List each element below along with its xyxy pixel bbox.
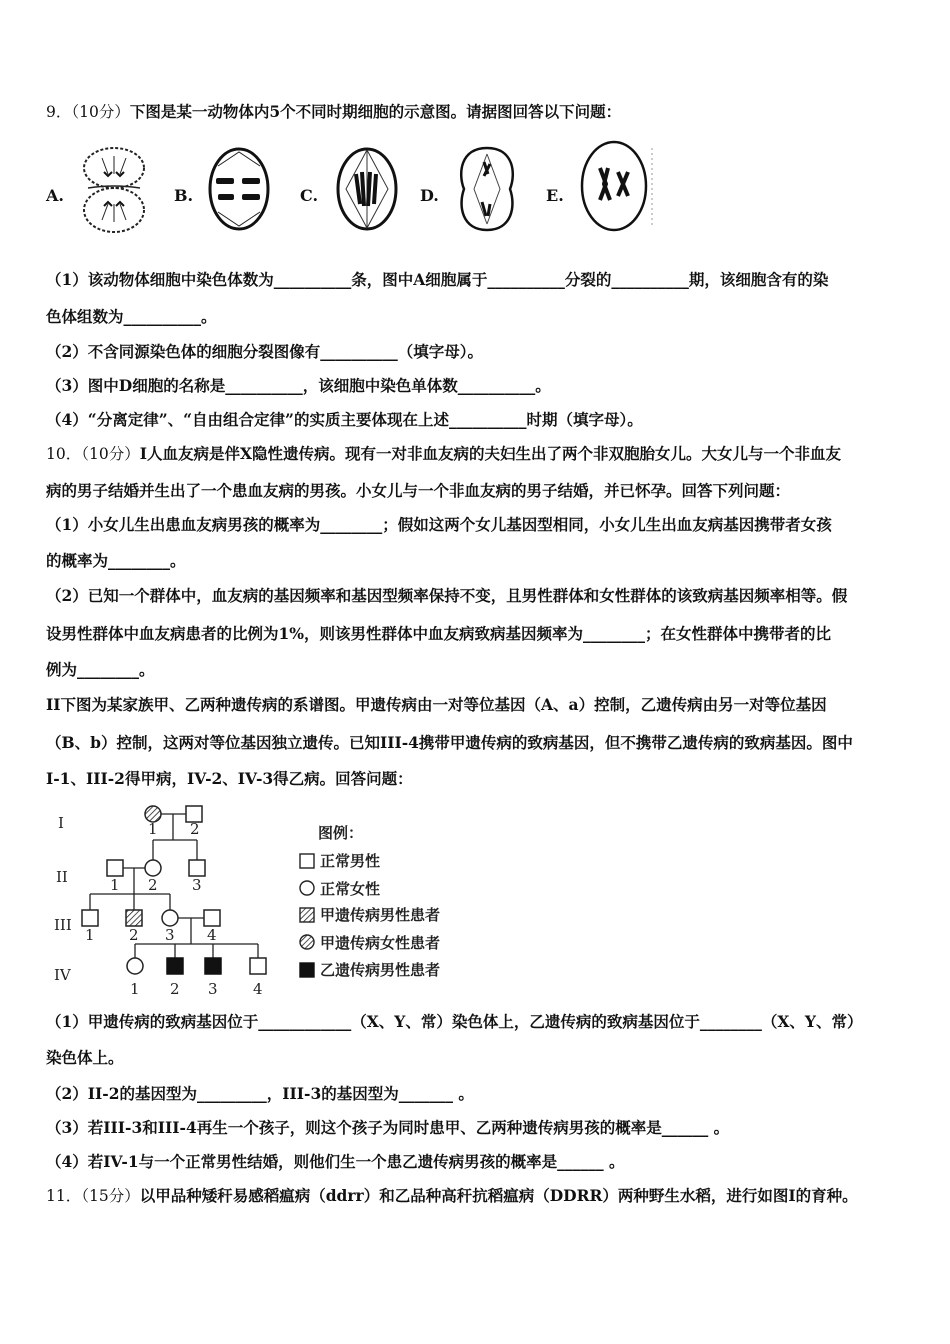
q10-stem-line2: 病的男子结婚并生出了一个患血友病的男孩。小女儿与一个非血友病的男子结婚，并已怀孕。回答下列问题： xyxy=(46,481,791,500)
ped-ii2-female xyxy=(145,860,161,876)
q11-score: （15分） xyxy=(81,1187,140,1205)
q10-ii-q1-line1: （1）甲遗传病的致病基因位于____________（X、Y、常）染色体上，乙遗传病的致病基因位于________（X、Y、常） xyxy=(46,1012,863,1031)
q10-ii-q3: （3）若III-3和III-4再生一个孩子，则这个孩子为同时患甲、乙两种遗传病男孩的概率是______ 。 xyxy=(46,1118,730,1137)
ped-iv2-affected-male xyxy=(167,958,183,974)
num-iv4: 4 xyxy=(253,980,263,998)
q10-stem-line1 xyxy=(46,444,916,464)
q9-number: 9． xyxy=(46,103,72,121)
q10-p2-line1: （2）已知一个群体中，血友病的基因频率和基因型频率保持不变，且男性群体和女性群体的该致病基因频率相等。假 xyxy=(46,586,848,605)
ped-iii2-affected-male xyxy=(126,910,142,926)
num-i2: 2 xyxy=(190,820,200,838)
cell-division-figures xyxy=(46,138,686,238)
cell-c-figure xyxy=(334,146,400,232)
q10-number: 10． xyxy=(46,445,82,463)
num-i1: 1 xyxy=(148,820,158,838)
legend-a-female: 甲遗传病女性患者 xyxy=(320,934,441,952)
cell-label-d: D. xyxy=(420,186,439,205)
cell-label-c: C. xyxy=(300,186,319,205)
q10-partII-line2: （B、b）控制，这两对等位基因独立遗传。已知III-4携带甲遗传病的致病基因，但不携带乙遗传病的致病基因。图中 xyxy=(46,733,853,752)
legend-a-male: 甲遗传病男性患者 xyxy=(320,906,441,924)
q11-stem xyxy=(46,1186,916,1206)
ped-iii4-male xyxy=(204,910,220,926)
q9-score: （10分） xyxy=(71,103,130,121)
q9-sub2: （2）不含同源染色体的细胞分裂图像有__________（填字母）。 xyxy=(46,342,484,361)
q10-partII-line3: I-1、III-2得甲病，IV-2、IV-3得乙病。回答问题： xyxy=(46,769,413,788)
pedigree-chart xyxy=(40,800,480,1005)
gen-label-i: I xyxy=(58,814,64,832)
num-iii3: 3 xyxy=(165,926,175,944)
ped-iv4-male xyxy=(250,958,266,974)
legend-b-male-icon xyxy=(300,963,314,977)
q9-sub4: （4）“分离定律”、“自由组合定律”的实质主要体现在上述__________时期（填字母）。 xyxy=(46,410,643,429)
ped-iii1-male xyxy=(82,910,98,926)
num-ii1: 1 xyxy=(110,876,120,894)
gen-label-ii: II xyxy=(56,868,68,886)
q11-number: 11． xyxy=(46,1187,82,1205)
cell-label-e: E. xyxy=(546,186,564,205)
ped-iv3-affected-male xyxy=(205,958,221,974)
legend-a-male-icon xyxy=(300,908,314,922)
q9-sub1-line2: 色体组数为__________。 xyxy=(46,307,217,326)
cell-b-figure xyxy=(206,146,272,232)
q10-p1-line2: 的概率为________。 xyxy=(46,551,186,570)
cell-a-figure xyxy=(78,144,150,236)
num-ii3: 3 xyxy=(192,876,202,894)
num-iv2: 2 xyxy=(170,980,180,998)
num-ii2: 2 xyxy=(148,876,158,894)
q10-p2-line3: 例为________。 xyxy=(46,660,155,679)
num-iii2: 2 xyxy=(129,926,139,944)
q9-sub1-line1: （1）该动物体细胞中染色体数为__________条，图中A细胞属于__________分裂的__________期，该细胞含有的染 xyxy=(46,270,829,289)
q10-p1-line1: （1）小女儿生出患血友病男孩的概率为________；假如这两个女儿基因型相同，小女儿生出血友病基因携带者女孩 xyxy=(46,515,832,534)
ped-ii3-male xyxy=(189,860,205,876)
ped-iv1-female xyxy=(127,958,143,974)
q11-stem-text: 以甲品种矮秆易感稻瘟病（ddrr）和乙品种高秆抗稻瘟病（DDRR）两种野生水稻，进行如图I的育种。 xyxy=(139,1186,858,1205)
legend-title: 图例： xyxy=(318,824,364,842)
ped-iii3-female xyxy=(162,910,178,926)
q10-ii-q1-line2: 染色体上。 xyxy=(46,1048,124,1067)
q10-ii-q4: （4）若IV-1与一个正常男性结婚，则他们生一个患乙遗传病男孩的概率是______ 。 xyxy=(46,1152,625,1171)
q10-p2-line2: 设男性群体中血友病患者的比例为1%，则该男性群体中血友病致病基因频率为________；在女性群体中携带者的比 xyxy=(46,624,832,643)
legend-normal-female: 正常女性 xyxy=(320,880,381,898)
q9-stem-text: 下图是某一动物体内5个不同时期细胞的示意图。请据图回答以下问题： xyxy=(129,102,622,121)
q9-stem xyxy=(46,102,916,122)
q10-partII-line1: II下图为某家族甲、乙两种遗传病的系谱图。甲遗传病由一对等位基因（A、a）控制，乙遗传病由另一对等位基因 xyxy=(46,695,827,714)
num-iv3: 3 xyxy=(208,980,218,998)
legend-normal-female-icon xyxy=(300,881,314,895)
q9-sub3: （3）图中D细胞的名称是__________，该细胞中染色单体数__________。 xyxy=(46,376,551,395)
cell-label-b: B. xyxy=(174,186,194,205)
num-iii4: 4 xyxy=(207,926,217,944)
cell-e-figure xyxy=(576,138,656,234)
legend-b-male: 乙遗传病男性患者 xyxy=(320,961,441,979)
legend-normal-male: 正常男性 xyxy=(320,852,381,870)
q10-score: （10分） xyxy=(81,445,140,463)
num-iii1: 1 xyxy=(85,926,95,944)
num-iv1: 1 xyxy=(130,980,140,998)
cell-d-figure xyxy=(454,144,520,234)
q10-ii-q2: （2）II-2的基因型为_________，III-3的基因型为_______ 。 xyxy=(46,1084,474,1103)
ped-ii1-male xyxy=(107,860,123,876)
q10-stem-text: I人血友病是伴X隐性遗传病。现有一对非血友病的夫妇生出了两个非双胞胎女儿。大女儿与一个非血友 xyxy=(139,444,841,463)
legend-normal-male-icon xyxy=(300,854,314,868)
gen-label-iii: III xyxy=(54,916,72,934)
legend-a-female-icon xyxy=(300,935,314,949)
gen-label-iv: IV xyxy=(54,966,71,984)
cell-label-a: A. xyxy=(46,186,64,205)
